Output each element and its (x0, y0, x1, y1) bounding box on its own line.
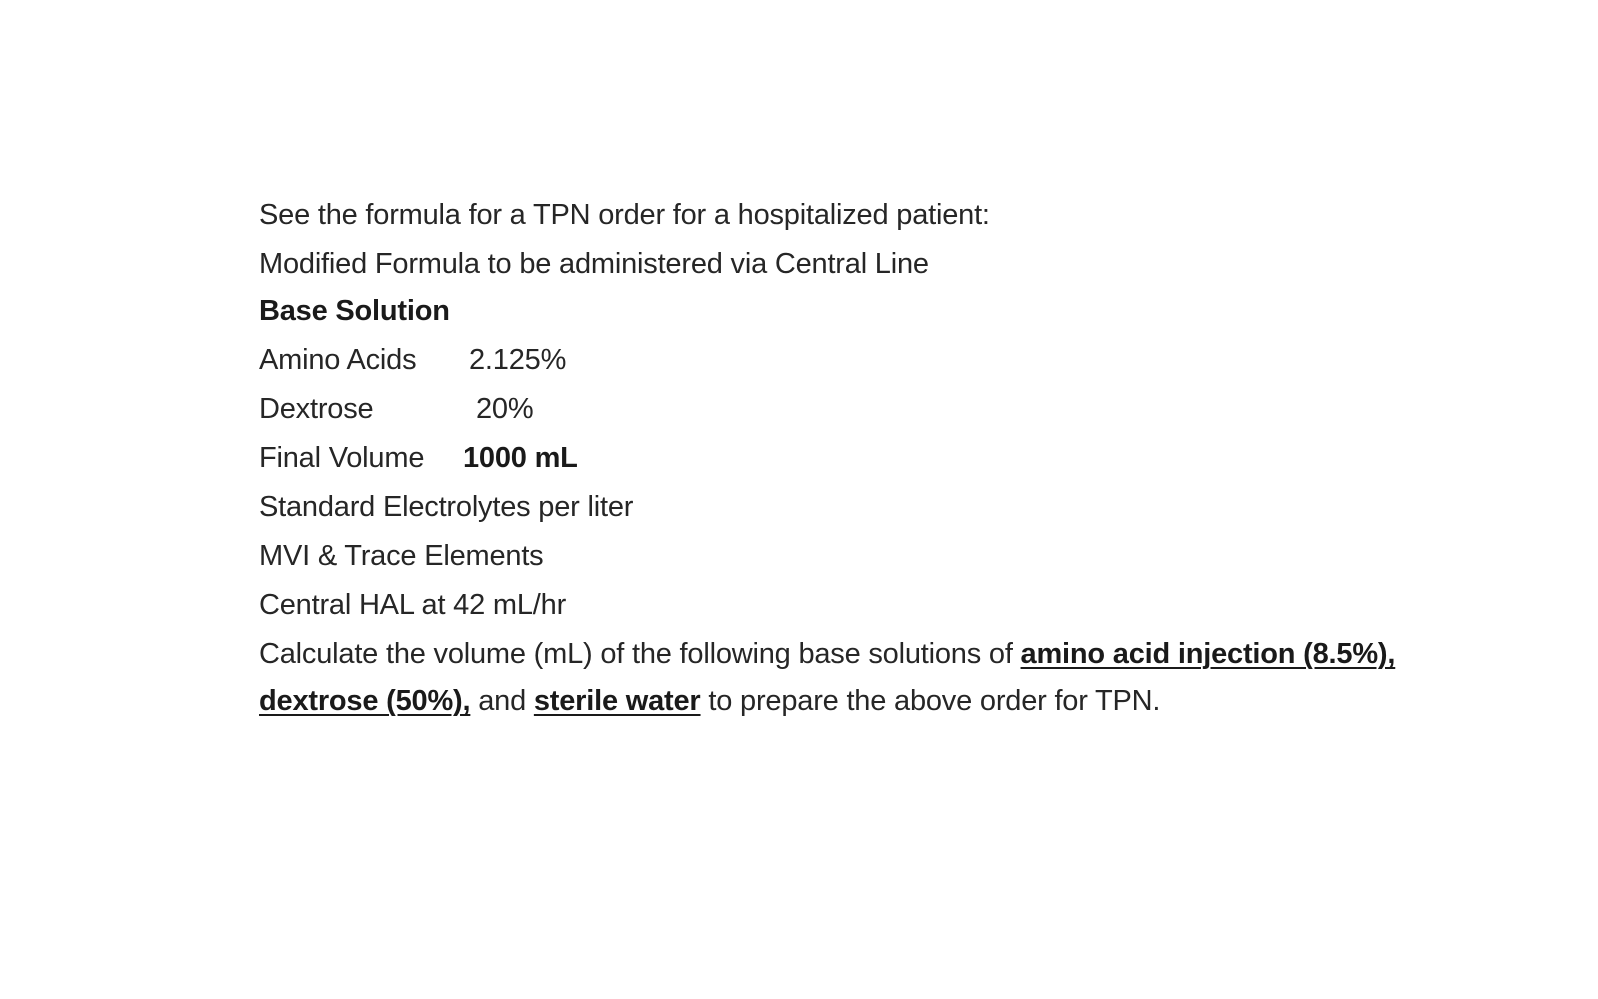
row-value: 1000 mL (463, 442, 578, 474)
question-text: Calculate the volume (mL) of the following base solutions of (259, 638, 1021, 670)
subtitle-line: Modified Formula to be administered via Central Line (259, 248, 929, 280)
row-label: Dextrose (259, 393, 374, 425)
note-electrolytes: Standard Electrolytes per liter (259, 491, 634, 523)
document-body (259, 196, 1579, 731)
question-text: and (470, 685, 534, 717)
term-sterile-water: sterile water (533, 685, 701, 717)
question-line-1 (259, 635, 1579, 682)
row-value: 20% (476, 393, 534, 425)
base-solution-heading: Base Solution (259, 295, 450, 327)
row-dextrose (259, 390, 1579, 439)
row-value: 2.125% (469, 344, 567, 376)
row-final-volume (259, 439, 1579, 488)
question-line-2 (259, 682, 1579, 731)
intro-line: See the formula for a TPN order for a hospitalized patient: (259, 199, 990, 231)
row-label: Final Volume (259, 442, 425, 474)
row-amino-acids (259, 341, 1579, 390)
term-dextrose: dextrose (50%), (259, 685, 471, 717)
note-rate: Central HAL at 42 mL/hr (259, 589, 567, 621)
question-text: to prepare the above order for TPN. (700, 685, 1161, 717)
term-amino-acid-injection: amino acid injection (8.5%), (1020, 638, 1396, 670)
note-mvi: MVI & Trace Elements (259, 540, 544, 572)
row-label: Amino Acids (259, 344, 417, 376)
